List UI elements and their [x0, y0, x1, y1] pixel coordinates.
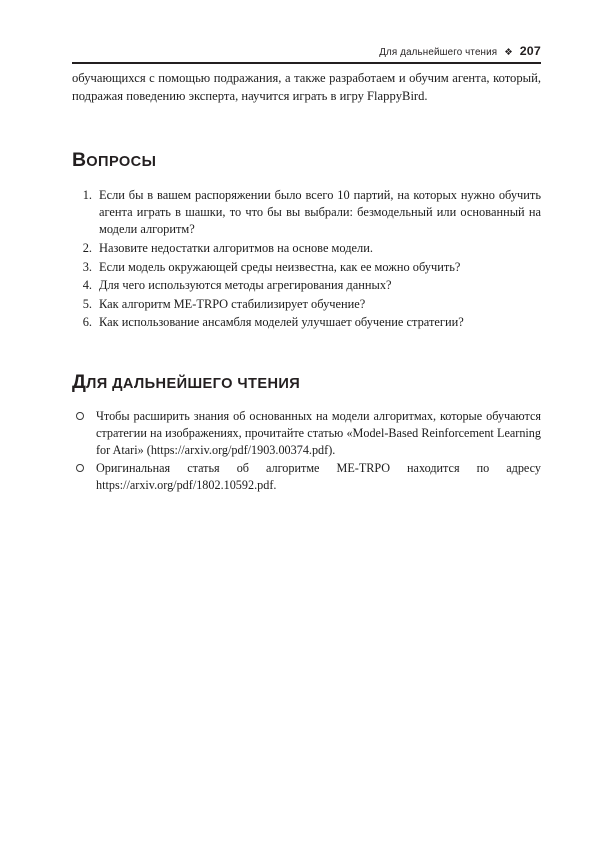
four-pointed-star-ornament-icon: ❖ [504, 46, 513, 58]
section-heading-initial: В [72, 149, 87, 172]
section-heading-rest: ОПРОСЫ [86, 154, 157, 171]
list-item [72, 259, 541, 276]
list-item-text: Для чего используются методы агрегирования данных? [99, 278, 392, 293]
list-item [72, 408, 541, 458]
list-item [72, 460, 541, 493]
section-questions [72, 145, 541, 331]
section-heading-initial: Д [72, 371, 87, 394]
section-heading-further-reading [72, 367, 541, 395]
list-item [72, 240, 541, 257]
section-further-reading [72, 367, 541, 493]
hollow-circle-bullet-icon [76, 464, 84, 473]
list-item [72, 296, 541, 313]
running-head [72, 44, 541, 58]
list-item-text: Как использование ансамбля моделей улучшает обучение стратегии? [99, 315, 464, 330]
list-item [72, 187, 541, 238]
intro-paragraph: обучающихся с помощью подражания, а также разработаем и обучим агента, который, подражая поведению эксперта, научится играть в игру FlappyBird. [72, 71, 541, 103]
list-item-text: Назовите недостатки алгоритмов на основе модели. [99, 240, 373, 255]
list-item-text: Если модель окружающей среды неизвестна, как ее можно обучить? [99, 259, 461, 274]
further-reading-list [72, 408, 541, 493]
section-heading-questions [72, 145, 541, 173]
section-heading-rest: ЛЯ ДАЛЬНЕЙШЕГО ЧТЕНИЯ [86, 376, 301, 393]
header-rule-divider [72, 62, 541, 64]
list-item [72, 277, 541, 294]
list-item [72, 314, 541, 331]
page-number: 207 [519, 44, 541, 58]
page-content [72, 70, 541, 495]
running-head-title: Для дальнейшего чтения [379, 47, 498, 58]
hollow-circle-bullet-icon [76, 412, 84, 421]
questions-list [72, 187, 541, 331]
list-item-text: Если бы в вашем распоряжении было всего 10 партий, на которых нужно обучить агента играть в шашки, то что бы вы выбрали: безмодельный или основанный на модели алгоритм? [99, 188, 541, 237]
list-item-text: Оригинальная статья об алгоритме ME-TRPO находится по адресу https://arxiv.org/pdf/1802.10592.pdf. [96, 461, 541, 492]
list-item-text: Как алгоритм ME-TRPO стабилизирует обучение? [99, 296, 366, 311]
list-item-text: Чтобы расширить знания об основанных на модели алгоритмах, которые обучаются стратегии на изображениях, прочитайте статью «Model-Based Reinforcement Learning for Atari» (https://arxiv.org/pdf/1903.00374.pdf). [96, 409, 541, 457]
